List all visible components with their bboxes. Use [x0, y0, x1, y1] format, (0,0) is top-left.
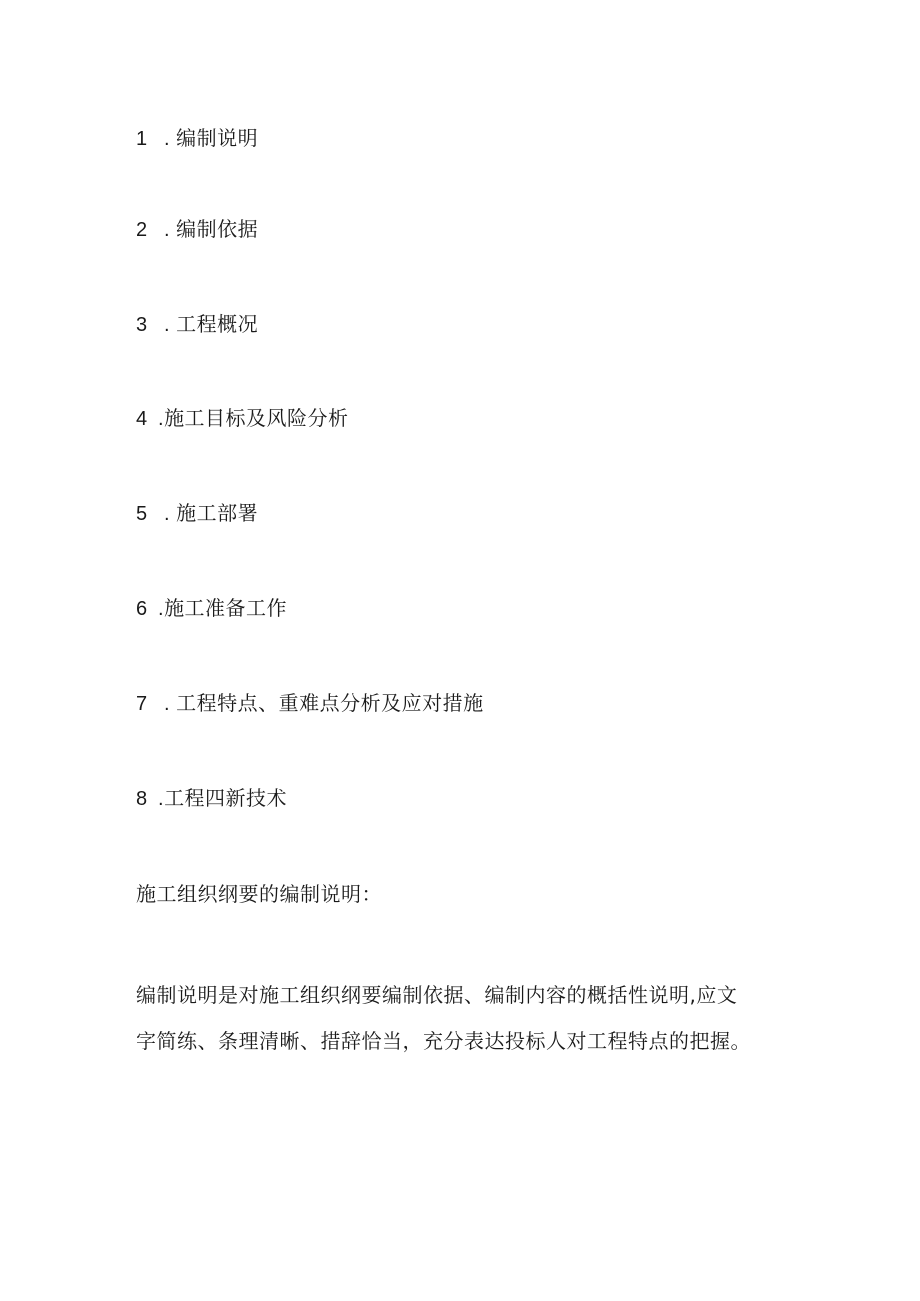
section-heading: 施工组织纲要的编制说明： [136, 882, 382, 906]
toc-item-4 [136, 404, 349, 433]
toc-label: 编制说明 [176, 126, 259, 150]
toc-label: 编制依据 [176, 217, 259, 241]
toc-number: 2 [136, 219, 148, 241]
toc-item-2 [136, 215, 258, 244]
toc-separator: . [158, 598, 165, 620]
toc-separator: . [164, 503, 177, 525]
toc-item-8 [136, 784, 287, 813]
toc-label: 施工部署 [176, 501, 259, 525]
toc-label: 工程特点、重难点分析及应对措施 [176, 691, 484, 715]
toc-separator: . [164, 693, 177, 715]
toc-separator: . [164, 128, 177, 150]
toc-number: 1 [136, 128, 148, 150]
toc-number: 5 [136, 503, 148, 525]
toc-label: 工程四新技术 [164, 786, 288, 810]
toc-label: 施工目标及风险分析 [164, 406, 349, 430]
toc-item-3 [136, 310, 258, 339]
toc-separator: . [158, 788, 165, 810]
toc-item-7 [136, 689, 484, 718]
toc-number: 3 [136, 314, 148, 336]
paragraph-line: 字简练、条理清晰、措辞恰当，充分表达投标人对工程特点的把握。 [136, 1029, 751, 1053]
toc-item-5 [136, 499, 258, 528]
toc-label: 工程概况 [176, 312, 259, 336]
toc-item-1 [136, 124, 258, 153]
toc-separator: . [164, 314, 177, 336]
toc-label: 施工准备工作 [164, 596, 288, 620]
toc-separator: . [158, 408, 165, 430]
toc-item-6 [136, 594, 287, 623]
toc-number: 7 [136, 693, 148, 715]
toc-number: 8 [136, 788, 148, 810]
toc-separator: . [164, 219, 177, 241]
toc-number: 6 [136, 598, 148, 620]
toc-number: 4 [136, 408, 148, 430]
paragraph-line: 编制说明是对施工组织纲要编制依据、编制内容的概括性说明,应文 [136, 983, 738, 1007]
body-paragraph [136, 972, 796, 1064]
